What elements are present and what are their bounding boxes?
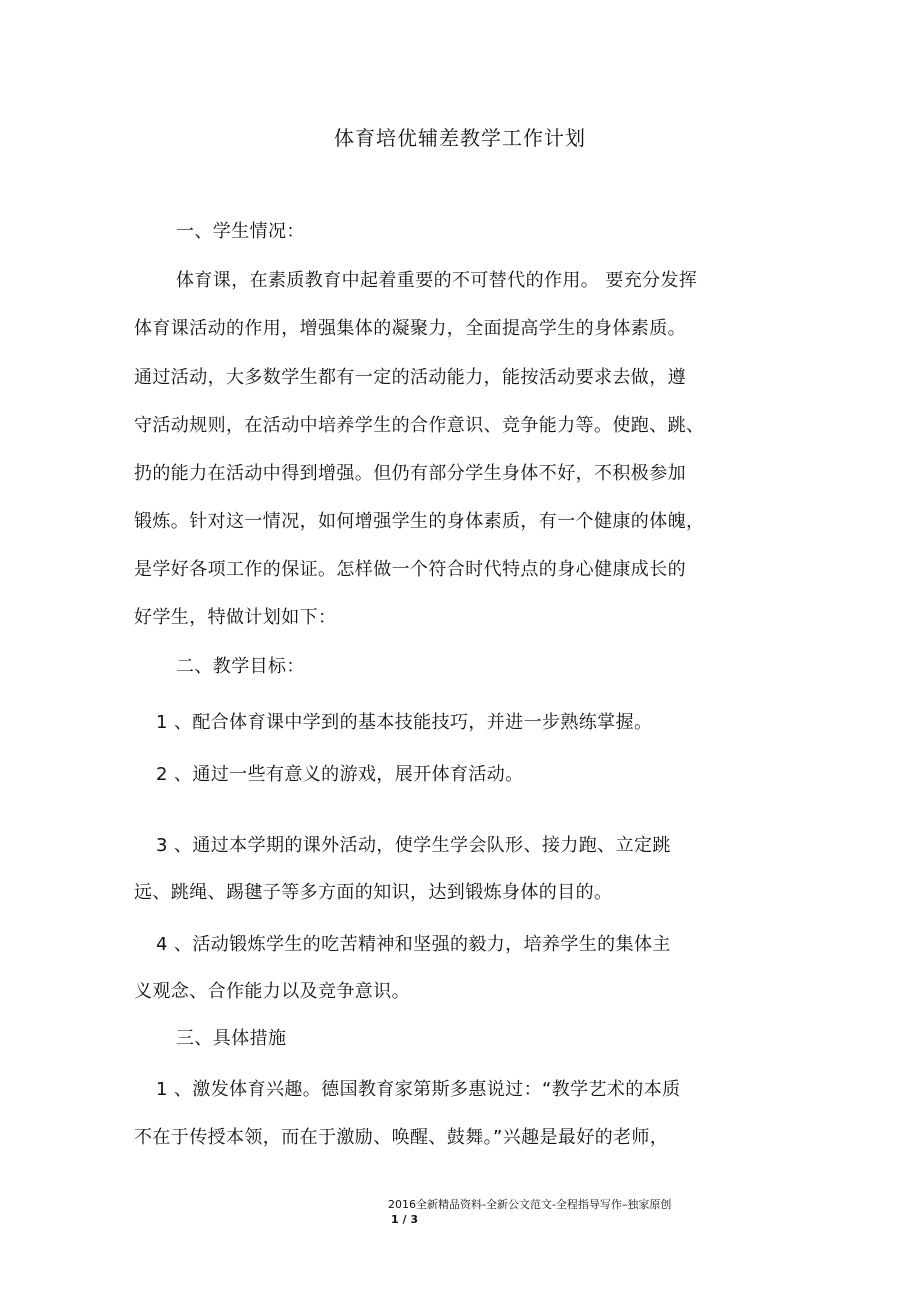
list-item: 1 、配合体育课中学到的基本技能技巧，并进一步熟练掌握。 (156, 712, 653, 733)
page-number: 1 / 3 (391, 1213, 418, 1226)
footer-source-text: 2016全新精品资料-全新公文范文-全程指导写作–独家原创 (388, 1198, 672, 1211)
section-heading-teaching-goals: 二、教学目标： (176, 656, 305, 677)
paragraph-line: 守活动规则，在活动中培养学生的合作意识、竞争能力等。使跑、跳、 (134, 415, 705, 436)
paragraph-line: 是学好各项工作的保证。怎样做一个符合时代特点的身心健康成长的 (134, 559, 686, 580)
paragraph-line: 远、跳绳、踢毽子等多方面的知识，达到锻炼身体的目的。 (134, 882, 613, 903)
paragraph-line: 体育课活动的作用，增强集体的凝聚力，全面提高学生的身体素质。 (134, 318, 686, 339)
paragraph-line: 扔的能力在活动中得到增强。但仍有部分学生身体不好，不积极参加 (134, 463, 686, 484)
paragraph-line: 通过活动，大多数学生都有一定的活动能力，能按活动要求去做，遵 (134, 367, 686, 388)
section-heading-measures: 三、具体措施 (176, 1028, 287, 1049)
list-item: 3 、通过本学期的课外活动，使学生学会队形、接力跑、立定跳 (156, 835, 671, 856)
paragraph-line: 义观念、合作能力以及竞争意识。 (134, 981, 410, 1002)
paragraph-line: 好学生，特做计划如下： (134, 607, 337, 628)
paragraph-line: 锻炼。针对这一情况，如何增强学生的身体素质，有一个健康的体魄， (134, 511, 705, 532)
list-item: 1 、激发体育兴趣。德国教育家第斯多惠说过：“教学艺术的本质 (156, 1079, 681, 1100)
list-item: 4 、活动锻炼学生的吃苦精神和坚强的毅力，培养学生的集体主 (156, 934, 671, 955)
document-title: 体育培优辅差教学工作计划 (334, 126, 586, 150)
paragraph-line: 体育课，在素质教育中起着重要的不可替代的作用。 要充分发挥 (176, 270, 698, 291)
paragraph-line: 不在于传授本领，而在于激励、唤醒、鼓舞。”兴趣是最好的老师， (134, 1127, 669, 1148)
section-heading-student-situation: 一、学生情况： (176, 221, 305, 242)
list-item: 2 、通过一些有意义的游戏，展开体育活动。 (156, 764, 524, 785)
